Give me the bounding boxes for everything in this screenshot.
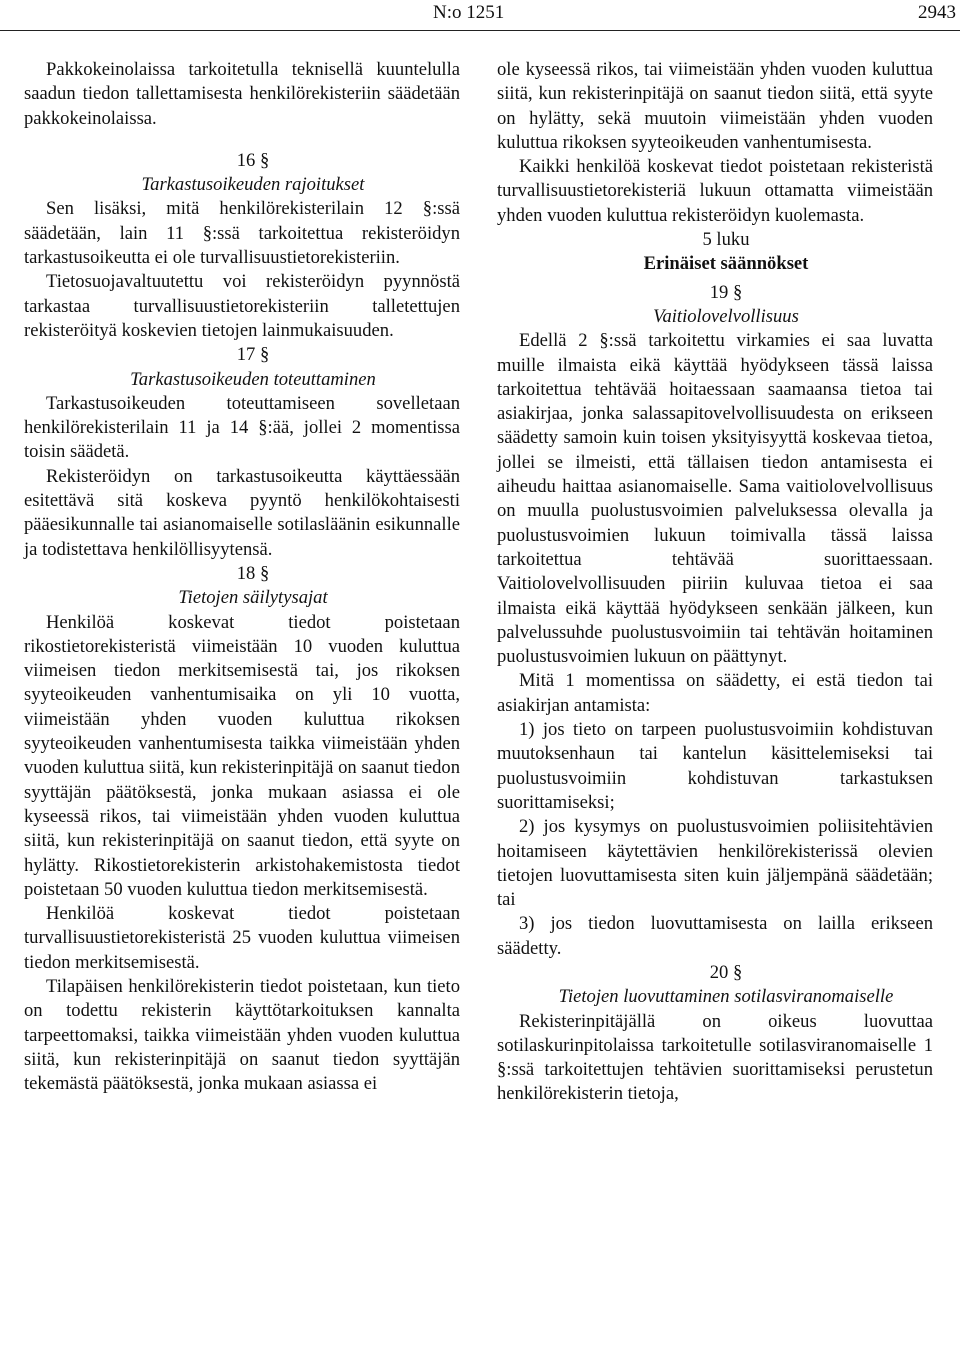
left-column bbox=[24, 58, 460, 1096]
list-item: 2) jos kysymys on puolustusvoimien poliisitehtävien hoitamiseen käytettävien henkilörekisterissä olevien tietojen luovuttamisesta siten kuin jäljempänä säädetään; tai bbox=[497, 816, 933, 911]
right-column bbox=[497, 58, 933, 1107]
list-item: 1) jos tieto on tarpeen puolustusvoimiin kohdistuvan muutoksenhaun tai kantelun käsittelemiseksi tai puolustusvoimiin kohdistuvan tarkastuksen suorittamiseksi; bbox=[497, 719, 933, 813]
page-header bbox=[0, 0, 960, 34]
chapter-title: Erinäiset säännökset bbox=[643, 253, 809, 275]
section-number: 17 § bbox=[236, 344, 270, 366]
paragraph: Henkilöä koskevat tiedot poistetaan turvallisuustietorekisteristä 25 vuoden kuluttua viimeisen tiedon merkitsemisestä. bbox=[24, 903, 460, 973]
paragraph: Rekisterinpitäjällä on oikeus luovuttaa sotilaskurinpitolaissa tarkoitetulle sotilasviranomaiselle 1 §:ssä tarkoitettujen tehtävien suorittamiseksi perustetun henkilörekisterin tietoja, bbox=[497, 1010, 933, 1105]
section-title: Tietojen säilytysajat bbox=[178, 587, 328, 609]
section-title: Tarkastusoikeuden rajoitukset bbox=[141, 174, 365, 196]
paragraph: Rekisteröidyn on tarkastusoikeutta käyttäessään esitettävä sitä koskeva pyyntö henkilökohtaisesti pääesikunnalle tai asianomaiselle sotilasläänin esikunnalle ja todistettava henkilöllisyytensä. bbox=[24, 465, 460, 560]
section-number: 19 § bbox=[709, 281, 743, 303]
section-title: Tarkastusoikeuden toteuttaminen bbox=[130, 368, 376, 390]
section-title: Tietojen luovuttaminen sotilasviranomaiselle bbox=[558, 986, 894, 1008]
chapter-number: 5 luku bbox=[702, 229, 750, 251]
header-rule bbox=[0, 30, 960, 31]
paragraph: Henkilöä koskevat tiedot poistetaan rikostietorekisteristä viimeistään 10 vuoden kuluttua viimeisen tiedon merkitsemisestä tai, jos rikoksen syyteoikeuden vanhentumisaika on yli 10 vuotta, viimeistään yhden vuoden kuluttua rikoksen syyteoikeuden vanhentumisesta taikka viimeistään yhden vuoden kuluttua siitä, kun rekisterinpitäjä on saanut tiedon syyttäjän päätöksestä, jonka mukaan asiassa ei ole kyseessä rikos, tai viimeistään yhden vuoden kuluttua siitä, kun rekisterinpitäjä on saanut tiedon, että syyte on hylätty. Rikostietorekisterin arkistohakemistosta tiedot poistetaan 50 vuoden kuluttua tiedon merkitsemisestä. bbox=[24, 611, 460, 900]
paragraph: Pakkokeinolaissa tarkoitetulla teknisellä kuuntelulla saadun tiedon tallettamisesta henkilörekisteriin säädetään pakkokeinolaissa. bbox=[24, 59, 460, 129]
paragraph: Tietosuojavaltuutettu voi rekisteröidyn pyynnöstä tarkastaa turvallisuustietorekisteriin talletettujen rekisteröityä koskevien tietojen lainmukaisuuden. bbox=[24, 271, 460, 341]
paragraph: ole kyseessä rikos, tai viimeistään yhden vuoden kuluttua siitä, kun rekisterinpitäjä on saanut tiedon siitä, että syyte on hylätty, sekä muutoin viimeistään yhden vuoden kuluttua rikoksen syyteoikeuden vanhentumisesta. bbox=[497, 59, 933, 153]
paragraph: Tilapäisen henkilörekisterin tiedot poistetaan, kun tieto on todettu rekisterin käyttötarkoituksen kannalta tarpeettomaksi, taikka viimeistään yhden vuoden kuluttua siitä, kun rekisterinpitäjä on saanut tiedon syyttäjän tekemästä päätöksestä, jonka mukaan asiassa ei bbox=[24, 975, 460, 1095]
issue-number: N:o 1251 bbox=[433, 2, 505, 23]
paragraph: Edellä 2 §:ssä tarkoitettu virkamies ei saa luvatta muille ilmaista eikä käyttää hyödykseen tässä laissa tarkoitettua tehtävää hoitaessaan saamaansa tietoa tai asiakirjaa, jonka salassapitovelvollisuudesta on erikseen säädetty samoin kuin toisen yksityisyyttä koskevaa tietoa, jollei se ilmeisti, että tällaisen tiedon antamisesta ei aiheudu haittaa asianomaiselle. Sama vaitiolovelvollisuus on muulla puolustusvoimien palveluksessa olevalla ja puolustusvoimien lukuun toimivalla tässä laissa tarkoitettua tehtävää suorittaessaan. Vaitiolovelvollisuuden piiriin kuluvaa tietoa ei saa ilmaista eikä käyttää hyödykseen senkään jälkeen, kun palvelussuhde puolustusvoimiin tai tehtävän hoitaminen puolustusvoimien lukuun on päättynyt. bbox=[497, 330, 933, 668]
paragraph: Mitä 1 momentissa on säädetty, ei estä tiedon tai asiakirjan antamista: bbox=[497, 670, 933, 716]
paragraph: Kaikki henkilöä koskevat tiedot poistetaan rekisteristä turvallisuustietorekisteriä lukuun ottamatta viimeistään yhden vuoden kuluttua rekisteröidyn kuolemasta. bbox=[497, 156, 933, 226]
section-number: 16 § bbox=[236, 149, 270, 171]
paragraph: Sen lisäksi, mitä henkilörekisterilain 12 §:ssä säädetään, lain 11 §:ssä tarkoitettua rekisteröidyn tarkastusoikeutta ei ole turvallisuustietorekisteriin. bbox=[24, 198, 460, 269]
paragraph: Tarkastusoikeuden toteuttamiseen sovelletaan henkilörekisterilain 11 ja 14 §:ää, jollei 2 momentissa toisin säädetä. bbox=[24, 392, 460, 463]
section-number: 18 § bbox=[236, 562, 270, 584]
page-number: 2943 bbox=[918, 2, 956, 23]
list-item: 3) jos tiedon luovuttamisesta on lailla erikseen säädetty. bbox=[497, 913, 933, 959]
section-title: Vaitiolovelvollisuus bbox=[653, 305, 799, 327]
section-number: 20 § bbox=[709, 961, 743, 983]
